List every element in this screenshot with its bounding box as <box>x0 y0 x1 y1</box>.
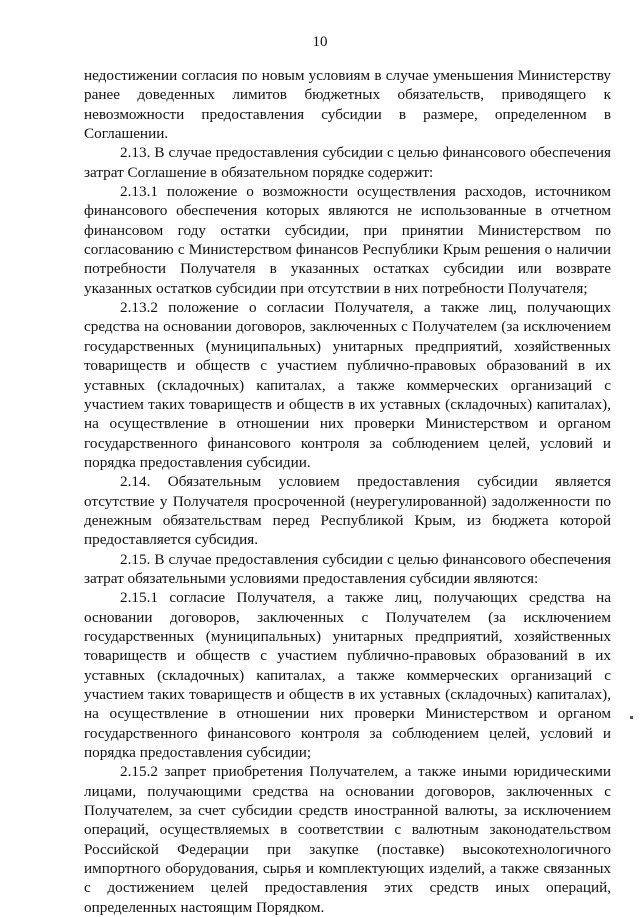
page-number: 10 <box>312 34 328 50</box>
paragraph-2-13-2: 2.13.2 положение о согласии Получателя, а также лиц, получающих средства на основании договоров, заключенных с Получателем (за исключением государственных (муниципальных) унитарных предприятий, хозяйственных товариществ и обществ с участием публично-правовых образований в их уставных (складочных) капиталах, а также коммерческих организаций с участием таких товариществ и обществ в их уставных (складочных) капиталах), на осуществление в отношении них проверки Министерством и органом государственного финансового контроля за соблюдением целей, условий и порядка предоставления субсидии. <box>84 299 611 471</box>
document-body <box>84 66 611 917</box>
scan-artifact-dot <box>630 716 633 719</box>
paragraph-2-15-1: 2.15.1 согласие Получателя, а также лиц, получающих средства на основании договоров, заключенных с Получателем (за исключением государственных (муниципальных) унитарных предприятий, хозяйственных товариществ и обществ с участием публично-правовых образований в их уставных (складочных) капиталах, а также коммерческих организаций с участием таких товариществ и обществ в их уставных (складочных) капиталах), на осуществление в отношении них проверки Министерством и органом государственного финансового контроля за соблюдением целей, условий и порядка предоставления субсидии; <box>84 589 611 762</box>
paragraph-2-13-1: 2.13.1 положение о возможности осуществления расходов, источником финансового обеспечения которых являются не использованные в отчетном финансовом году остатки субсидии, при принятии Министерством по согласованию с Министерством финансов Республики Крым решения о наличии потребности Получателя в указанных остатках субсидии или возврате указанных остатков субсидии при отсутствии в них потребности Получателя; <box>84 183 611 297</box>
paragraph-2-15: 2.15. В случае предоставления субсидии с целью финансового обеспечения затрат обязательными условиями предоставления субсидии являются: <box>84 550 611 587</box>
paragraph-continuation: недостижении согласия по новым условиям в случае уменьшения Министерству ранее доведенных лимитов бюджетных обязательств, приводящего к невозможности предоставления субсидии в размере, определенном в Соглашении. <box>84 67 611 143</box>
paragraph-2-14: 2.14. Обязательным условием предоставления субсидии является отсутствие у Получателя просроченной (неурегулированной) задолженности по денежным обязательствам перед Республикой Крым, из бюджета которой предоставляется субсидия. <box>84 473 611 549</box>
paragraph-2-15-2: 2.15.2 запрет приобретения Получателем, а также иными юридическими лицами, получающими средства на основании договоров, заключенных с Получателем, за счет субсидии средств иностранной валюты, за исключением операций, осуществляемых в соответствии с валютным законодательством Российской Федерации при закупке (поставке) высокотехнологичного импортного оборудования, сырья и комплектующих изделий, а также связанных с достижением целей предоставления этих средств иных операций, определенных настоящим Порядком. <box>84 763 611 916</box>
paragraph-2-13: 2.13. В случае предоставления субсидии с целью финансового обеспечения затрат Соглашение в обязательном порядке содержит: <box>84 144 611 181</box>
